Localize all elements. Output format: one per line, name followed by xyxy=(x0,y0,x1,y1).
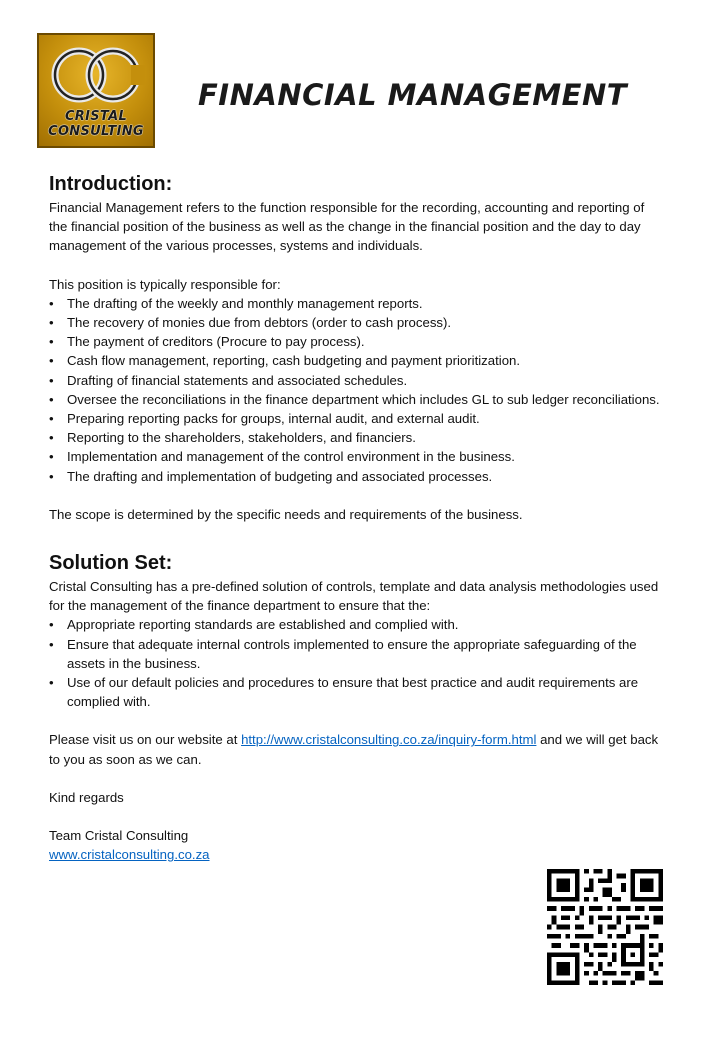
list-item: • The recovery of monies due from debtors (order to cash process). xyxy=(49,313,664,332)
kind-regards: Kind regards xyxy=(49,789,124,805)
visit-website-text xyxy=(49,730,664,768)
logo-text-line2: CONSULTING xyxy=(48,124,144,139)
intro-paragraph: Financial Management refers to the function responsible for the recording, accounting and reporting of the financial position of the business as well as the change in the financial position and the day to day management of the various processes, systems and individuals. xyxy=(49,200,645,254)
list-item: • Use of our default policies and procedures to ensure that best practice and audit requirements are complied with. xyxy=(49,673,664,711)
list-item: • Appropriate reporting standards are established and complied with. xyxy=(49,615,664,634)
website-link[interactable]: www.cristalconsulting.co.za xyxy=(49,847,210,863)
qr-code-icon xyxy=(547,869,663,985)
inquiry-form-link[interactable]: http://www.cristalconsulting.co.za/inquiry-form.html xyxy=(241,732,537,748)
list-item: • The drafting and implementation of budgeting and associated processes. xyxy=(49,467,664,486)
solution-list xyxy=(49,615,664,711)
signature-team: Team Cristal Consulting xyxy=(49,828,189,844)
scope-statement: The scope is determined by the specific needs and requirements of the business. xyxy=(49,506,523,522)
visit-suffix: and we will get back to you as soon as we can. xyxy=(49,732,659,767)
solution-heading: Solution Set: xyxy=(49,552,173,575)
document-body xyxy=(49,170,664,864)
responsibility-list xyxy=(49,294,664,486)
visit-prefix: Please visit us on our website at xyxy=(49,732,242,748)
intro-list-lead: This position is typically responsible for: xyxy=(49,276,281,292)
banner-title: FINANCIAL MANAGEMENT xyxy=(198,78,628,112)
list-item: • The drafting of the weekly and monthly management reports. xyxy=(49,294,664,313)
company-logo xyxy=(37,33,155,148)
list-item: • Cash flow management, reporting, cash budgeting and payment prioritization. xyxy=(49,351,664,370)
list-item: • Preparing reporting packs for groups, internal audit, and external audit. xyxy=(49,409,664,428)
list-item: • Oversee the reconciliations in the finance department which includes GL to sub ledger reconciliations. xyxy=(49,390,664,409)
list-item: • Reporting to the shareholders, stakeholders, and financiers. xyxy=(49,428,664,447)
logo-text-line1: CRISTAL xyxy=(64,109,128,124)
list-item: • The payment of creditors (Procure to pay process). xyxy=(49,332,664,351)
list-item: • Drafting of financial statements and associated schedules. xyxy=(49,371,664,390)
intro-heading: Introduction: xyxy=(49,173,173,195)
list-item: • Implementation and management of the control environment in the business. xyxy=(49,447,664,466)
list-item: • Ensure that adequate internal controls implemented to ensure the appropriate safeguarding of the assets in the business. xyxy=(49,635,664,673)
solution-paragraph: Cristal Consulting has a pre-defined solution of controls, template and data analysis methodologies used for the management of the finance department to ensure that the: xyxy=(49,579,659,614)
